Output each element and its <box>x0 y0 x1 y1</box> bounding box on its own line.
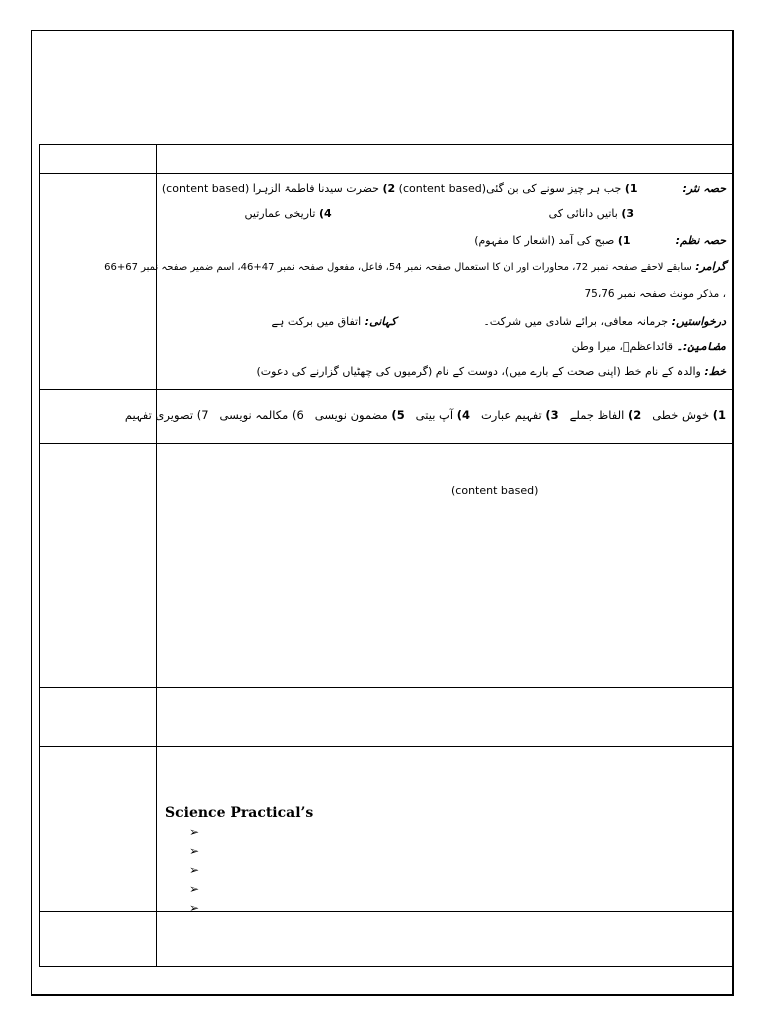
skill-7-text: تصویری تفہیم <box>124 408 194 422</box>
urdu-syllabus-cell <box>104 174 733 390</box>
skill-3-text: تفہیم عبارت <box>480 408 542 422</box>
skill-4-text: آپ بیتی <box>415 408 454 422</box>
list-item <box>189 880 199 899</box>
letters-text: والدہ کے نام خط (اپنی صحت کے بارے میں)، دوست کے نام (گرمیوں کی چھٹیاں گزارنے کی دعوت) <box>256 365 701 378</box>
grammar-label: گرامر: <box>695 260 726 273</box>
story-label: کہانی: <box>364 315 397 328</box>
skill-6-num: 6) <box>291 408 304 422</box>
footer-left-cell <box>40 912 157 967</box>
nasr-item2-text: حضرت سیدنا فاطمۃ الزہرا <box>252 182 379 195</box>
skill-6-text: مکالمہ نویسی <box>219 408 289 422</box>
essays-line <box>572 340 726 354</box>
nazm-label: حصہ نظم: <box>675 234 726 247</box>
skill-3-num: 3) <box>545 408 559 422</box>
nasr-item3-text: باتیں دانائی کی <box>548 207 618 220</box>
science-cell <box>157 747 733 915</box>
essays-text: قائداعظمؒ، میرا وطن <box>571 340 673 353</box>
nasr-item1-note: (content based) <box>398 182 487 195</box>
applications-label: درخواستیں: <box>671 315 726 328</box>
footer-cell <box>157 912 733 967</box>
urdu-left-cell <box>40 174 157 390</box>
applications-line <box>271 315 726 329</box>
nazm-line <box>474 234 726 248</box>
nasr-item3-num: 3) <box>621 207 634 220</box>
grammar-line-2 <box>584 287 726 301</box>
blank-left-cell <box>40 688 157 747</box>
story-text: اتفاق میں برکت ہے <box>271 315 362 328</box>
header-left-cell <box>40 145 157 174</box>
header-right-cell <box>157 145 733 174</box>
essays-label: مضامین:۔ <box>676 340 726 353</box>
list-item <box>189 861 199 880</box>
grammar-text: سابقے لاحقے صفحہ نمبر 72، محاورات اور ان کا استعمال صفحہ نمبر 54، فاعل، مفعول صفحہ نمبر 47+46، اسم ضمیر صفحہ نمبر 67+66 <box>104 262 692 273</box>
skills-cell <box>124 390 733 444</box>
skill-2-text: الفاظ جملے <box>569 408 625 422</box>
science-bullet-list <box>189 823 199 918</box>
content-based-note: (content based) <box>451 484 539 497</box>
list-item <box>189 823 199 842</box>
arrow-bullet-icon: ➢ <box>189 882 200 896</box>
content-left-cell <box>40 444 157 688</box>
skills-line <box>125 408 726 422</box>
skill-1-num: 1) <box>712 408 726 422</box>
nazm-item1-text: صبح کی آمد (اشعار کا مفہوم) <box>474 234 615 247</box>
nasr-line <box>162 182 726 196</box>
nazm-item1-num: 1) <box>617 234 631 247</box>
grammar-line <box>104 260 726 275</box>
nasr-item1-text: جب ہر چیز سونے کی بن گئی <box>486 182 622 195</box>
list-item <box>189 842 199 861</box>
blank-cell <box>157 688 733 747</box>
nasr-item4-num: 4) <box>318 207 332 220</box>
science-left-cell <box>40 747 157 912</box>
syllabus-table <box>39 144 733 967</box>
skill-5-num: 5) <box>391 408 405 422</box>
nasr-label: حصہ نثر: <box>682 182 726 195</box>
skill-2-num: 2) <box>627 408 642 422</box>
arrow-bullet-icon: ➢ <box>189 825 200 839</box>
nasr-item2-note: (content based) <box>161 182 250 195</box>
arrow-bullet-icon: ➢ <box>189 901 200 915</box>
skill-4-num: 4) <box>456 408 471 422</box>
arrow-bullet-icon: ➢ <box>189 863 200 877</box>
skill-1-text: خوش خطی <box>652 408 710 422</box>
letters-line <box>256 365 726 379</box>
arrow-bullet-icon: ➢ <box>189 844 200 858</box>
nasr-item1-num: 1) <box>624 182 638 195</box>
applications-text: جرمانہ معافی، برائے شادی میں شرکت۔ <box>483 315 669 328</box>
nasr-item4-text: تاریخی عمارتیں <box>244 207 316 220</box>
skill-5-text: مضمون نویسی <box>314 408 388 422</box>
grammar-text-2: ، مذکر مونث صفحہ نمبر 75،76 <box>584 288 726 300</box>
nasr-item2-num: 2) <box>382 182 396 195</box>
skill-7-num: 7) <box>196 408 209 422</box>
content-cell <box>157 444 733 688</box>
science-practicals-title: Science Practical’s <box>165 805 314 821</box>
letters-label: خط: <box>704 365 726 378</box>
nasr-line-2 <box>245 207 634 221</box>
